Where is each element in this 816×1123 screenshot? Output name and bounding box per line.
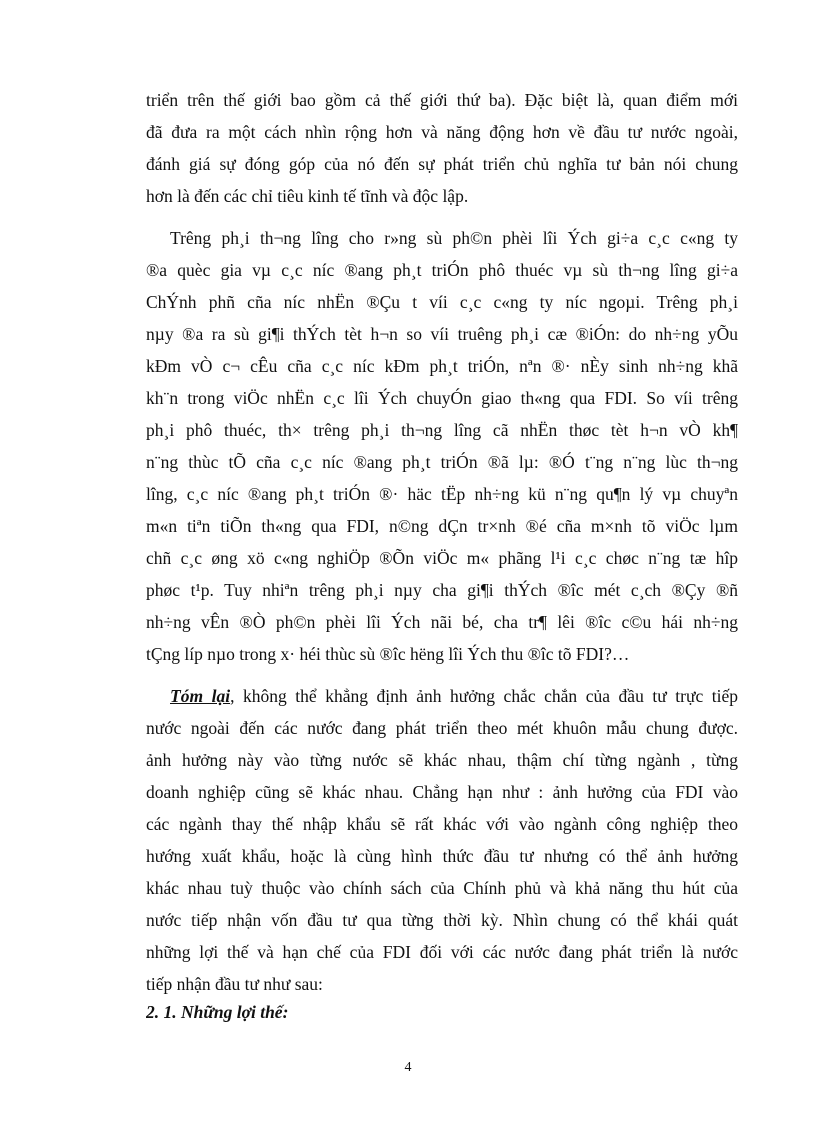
text-line: doanh nghiệp cũng sẽ khác nhau. Chẳng hạn như : ảnh hưởng của FDI vào bbox=[146, 782, 738, 802]
text-line: tiếp nhận đầu tư như sau: bbox=[146, 974, 323, 994]
text-line: tÇng líp nµo trong x· héi thùc sù ®îc hëng lîi Ých thu ®îc tõ FDI?… bbox=[146, 644, 630, 664]
text-line bbox=[146, 680, 738, 712]
text-line: chñ c¸c øng xö c«ng nghiÖp ®Õn viÖc m« phãng l¹i c¸c chøc n¨ng tæ hîp bbox=[146, 548, 738, 568]
text-line: ®a quèc gia vµ c¸c níc ®ang ph¸t triÓn phô thuéc vµ sù th¬ng lîng gi÷a bbox=[146, 260, 738, 280]
text-line: nµy ®a ra sù gi¶i thÝch tèt h¬n so víi truêng ph¸i cæ ®iÓn: do nh÷ng yÕu bbox=[146, 324, 738, 344]
text-line: kh¨n trong viÖc nhËn c¸c lîi Ých chuyÓn giao th«ng qua FDI. So víi trêng bbox=[146, 388, 738, 408]
heading-text: 2. 1. Những lợi thế: bbox=[146, 1002, 289, 1022]
text-line: ph¸i phô thuéc, th× trêng ph¸i th¬ng lîng cã nhËn thøc tèt h¬n vÒ kh¶ bbox=[146, 420, 738, 440]
text-line: khác nhau tuỳ thuộc vào chính sách của Chính phủ và khả năng thu hút của bbox=[146, 878, 738, 898]
text-line: Trêng ph¸i th¬ng lîng cho r»ng sù ph©n phèi lîi Ých gi÷a c¸c c«ng ty bbox=[170, 228, 738, 248]
page-number: 4 bbox=[404, 1060, 412, 1075]
text-line: hướng xuất khẩu, hoặc là cùng hình thức đầu tư nhưng có thể ảnh hưởng bbox=[146, 846, 738, 866]
text-line: n¨ng thùc tÕ cña c¸c níc ®ang ph¸t triÓn ®ã lµ: ®Ó t¨ng n¨ng lùc th¬ng bbox=[146, 452, 738, 472]
section-heading bbox=[146, 996, 738, 1028]
text-line: nước ngoài đến các nước đang phát triển theo mét khuôn mẫu chung được. bbox=[146, 718, 738, 738]
text-line: đã đưa ra một cách nhìn rộng hơn và năng động hơn về đầu tư nước ngoài, bbox=[146, 122, 738, 142]
text-line: lîng, c¸c níc ®ang ph¸t triÓn ®· häc tËp nh÷ng kü n¨ng qu¶n lý vµ chuyªn bbox=[146, 484, 738, 504]
text-line: m«n tiªn tiÕn th«ng qua FDI, n©ng dÇn tr×nh ®é cña m×nh tõ viÖc lµm bbox=[146, 516, 738, 536]
summary-text: , không thể khẳng định ảnh hưởng chắc chắn của đầu tư trực tiếp bbox=[230, 686, 738, 706]
text-line: nước tiếp nhận vốn đầu tư qua từng thời kỳ. Nhìn chung có thể khái quát bbox=[146, 910, 738, 930]
text-line: các ngành thay thế nhập khẩu sẽ rất khác với vào ngành công nghiệp theo bbox=[146, 814, 738, 834]
text-line: phøc t¹p. Tuy nhiªn trêng ph¸i nµy cha gi¶i thÝch ®îc mét c¸ch ®Çy ®ñ bbox=[146, 580, 738, 600]
paragraph-1 bbox=[146, 84, 738, 212]
paragraph-2 bbox=[146, 222, 738, 670]
text-line: triển trên thế giới bao gồm cả thế giới thứ ba). Đặc biệt là, quan điểm mới bbox=[146, 90, 738, 110]
paragraph-3 bbox=[146, 680, 738, 1000]
summary-lead: Tóm lại bbox=[170, 686, 231, 706]
text-line: những lợi thế và hạn chế của FDI đối với các nước đang phát triển là nước bbox=[146, 942, 738, 962]
text-line: đánh giá sự đóng góp của nó đến sự phát triển chủ nghĩa tư bản nói chung bbox=[146, 154, 738, 174]
text-line: kÐm vÒ c¬ cÊu cña c¸c níc kÐm ph¸t triÓn, nªn ®· nÈy sinh nh÷ng khã bbox=[146, 356, 738, 376]
text-line: nh÷ng vÊn ®Ò ph©n phèi lîi Ých nãi bé, cha tr¶ lêi ®îc c©u hái nh÷ng bbox=[146, 612, 738, 632]
text-line: hơn là đến các chỉ tiêu kinh tế tĩnh và độc lập. bbox=[146, 186, 469, 206]
text-line: ảnh hưởng này vào từng nước sẽ khác nhau, thậm chí từng ngành , từng bbox=[146, 750, 738, 770]
text-line: ChÝnh phñ cña níc nhËn ®Çu t víi c¸c c«ng ty níc ngoµi. Trêng ph¸i bbox=[146, 292, 738, 312]
